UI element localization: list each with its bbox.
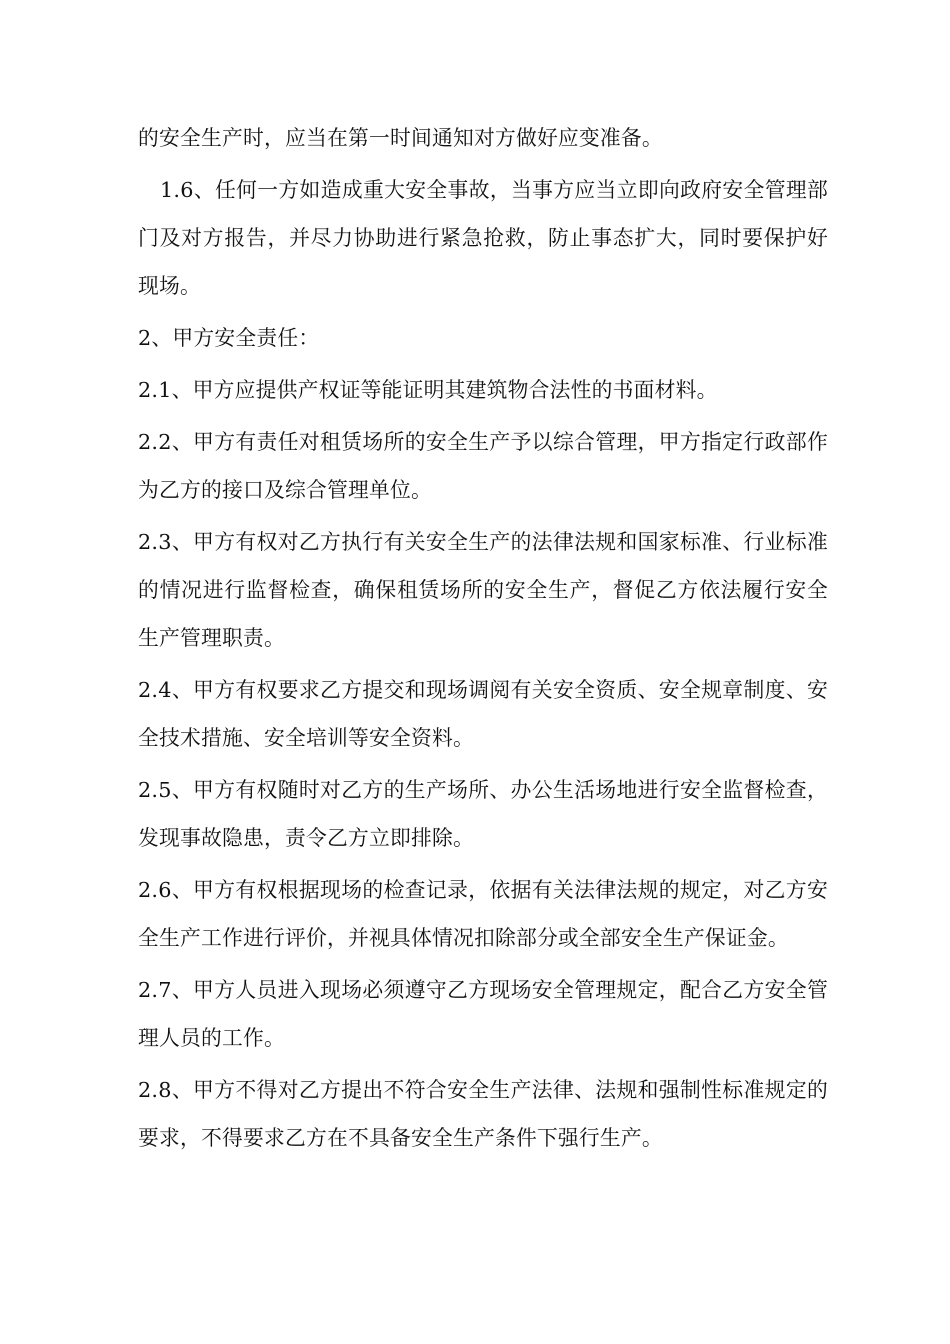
paragraph-clause-2-2: 2.2、甲方有责任对租赁场所的安全生产予以综合管理，甲方指定行政部作为乙方的接口及综合管理单位。 [138,430,828,502]
paragraph-clause-2-5: 2.5、甲方有权随时对乙方的生产场所、办公生活场地进行安全监督检查，发现事故隐患，责令乙方立即排除。 [138,778,828,850]
document-body [138,114,828,1166]
section-heading-party-a: 2、甲方安全责任： [138,326,320,350]
paragraph-continuation: 的安全生产时，应当在第一时间通知对方做好应变准备。 [138,126,663,150]
paragraph-clause-2-6: 2.6、甲方有权根据现场的检查记录，依据有关法律法规的规定，对乙方安全生产工作进行评价，并视具体情况扣除部分或全部安全生产保证金。 [138,878,828,950]
paragraph-clause-2-1: 2.1、甲方应提供产权证等能证明其建筑物合法性的书面材料。 [138,378,718,402]
paragraph-clause-1-6: 1.6、任何一方如造成重大安全事故，当事方应当立即向政府安全管理部门及对方报告，并尽力协助进行紧急抢救，防止事态扩大，同时要保护好现场。 [138,178,828,298]
paragraph-clause-2-7: 2.7、甲方人员进入现场必须遵守乙方现场安全管理规定，配合乙方安全管理人员的工作。 [138,978,828,1050]
paragraph-clause-2-4: 2.4、甲方有权要求乙方提交和现场调阅有关安全资质、安全规章制度、安全技术措施、安全培训等安全资料。 [138,678,828,750]
paragraph-clause-2-3: 2.3、甲方有权对乙方执行有关安全生产的法律法规和国家标准、行业标准的情况进行监督检查，确保租赁场所的安全生产，督促乙方依法履行安全生产管理职责。 [138,530,828,650]
paragraph-clause-2-8: 2.8、甲方不得对乙方提出不符合安全生产法律、法规和强制性标准规定的要求，不得要求乙方在不具备安全生产条件下强行生产。 [138,1078,828,1150]
